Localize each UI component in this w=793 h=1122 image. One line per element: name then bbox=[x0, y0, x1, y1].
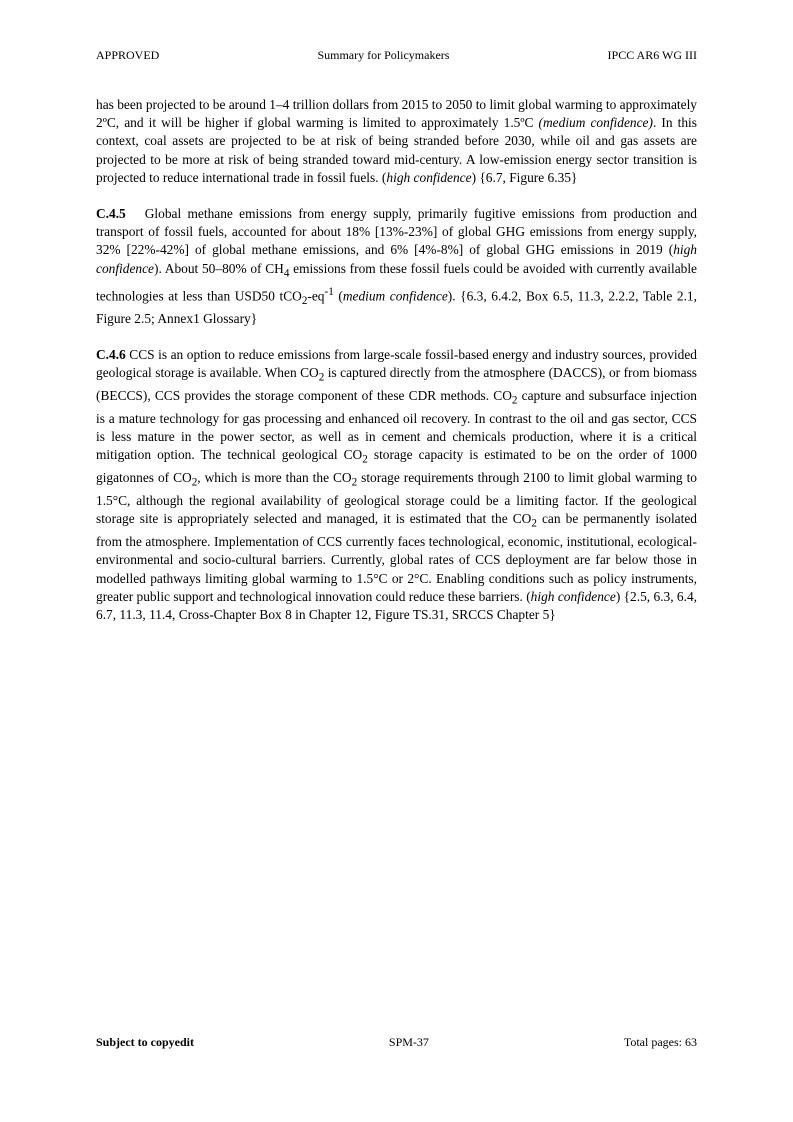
section-number: C.4.6 bbox=[96, 347, 126, 363]
footer-copyedit-note: Subject to copyedit bbox=[96, 1035, 194, 1049]
page-header bbox=[96, 47, 697, 63]
page-footer bbox=[96, 1034, 697, 1050]
section-number: C.4.5 bbox=[96, 206, 126, 222]
paragraph-c-4-6: C.4.6 CCS is an option to reduce emissions from large-scale fossil-based energy and industry sources, provided geological storage is available. When $CO_2$ is captured directly from the atmosphere (DACCS), or from biomass (BECCS), CCS provides the storage component of these CDR methods. $CO_2$ capture and subsurface injection is a mature technology for gas processing and enhanced oil recovery. In contrast to the oil and gas sector, CCS is less mature in the power sector, as well as in cement and chemicals production, where it is a critical mitigation option. The technical geological $CO_2$ storage capacity is estimated to be on the order of 1000 gigatonnes of $CO_2$, which is more than the $CO_2$ storage requirements through 2100 to limit global warming to 1.5°C, although the regional availability of geological storage could be a limiting factor. If the geological storage site is appropriately selected and managed, it is estimated that the $CO_2$ can be permanently isolated from the atmosphere. Implementation of CCS currently faces technological, economic, institutional, ecological-environmental and socio-cultural barriers. Currently, global rates of CCS deployment are far below those in modelled pathways limiting global warming to 1.5°C or 2°C. Enabling conditions such as policy instruments, greater public support and technological innovation could reduce these barriers. (high confidence) {2.5, 6.3, 6.4, 6.7, 11.3, 11.4, Cross-Chapter Box 8 in Chapter 12, Figure TS.31, SRCCS Chapter 5} bbox=[96, 347, 698, 623]
header-report: IPCC AR6 WG III bbox=[607, 48, 697, 62]
document-body bbox=[96, 96, 697, 642]
header-title: Summary for Policymakers bbox=[317, 48, 450, 62]
page-number: SPM-37 bbox=[388, 1035, 429, 1049]
paragraph-c-4-5: C.4.5 Global methane emissions from energy supply, primarily fugitive emissions from production and transport of fossil fuels, accounted for about 18% [13%-23%] of global GHG emissions from energy supply, 32% [22%-42%] of global methane emissions, and 6% [4%-8%] of global GHG emissions in 2019 (high confidence). About 50–80% of $CH_4$ emissions from these fossil fuels could be avoided with currently available technologies at less than USD50 $tCO_2-eq^{-1}$ (medium confidence). {6.3, 6.4.2, Box 6.5, 11.3, 2.2.2, Table 2.1, Figure 2.5; Annex1 Glossary} bbox=[96, 206, 697, 326]
header-status: APPROVED bbox=[96, 48, 160, 62]
paragraph-continuation: has been projected to be around 1–4 trillion dollars from 2015 to 2050 to limit global warming to approximately 2ºC, and it will be higher if global warming is limited to approximately 1.5ºC (medium confidence). In this context, coal assets are projected to be at risk of being stranded before 2030, while oil and gas assets are projected to be more at risk of being stranded toward mid-century. A low-emission energy sector transition is projected to reduce international trade in fossil fuels. (high confidence) {6.7, Figure 6.35} bbox=[96, 97, 697, 185]
total-pages: Total pages: 63 bbox=[623, 1035, 697, 1049]
